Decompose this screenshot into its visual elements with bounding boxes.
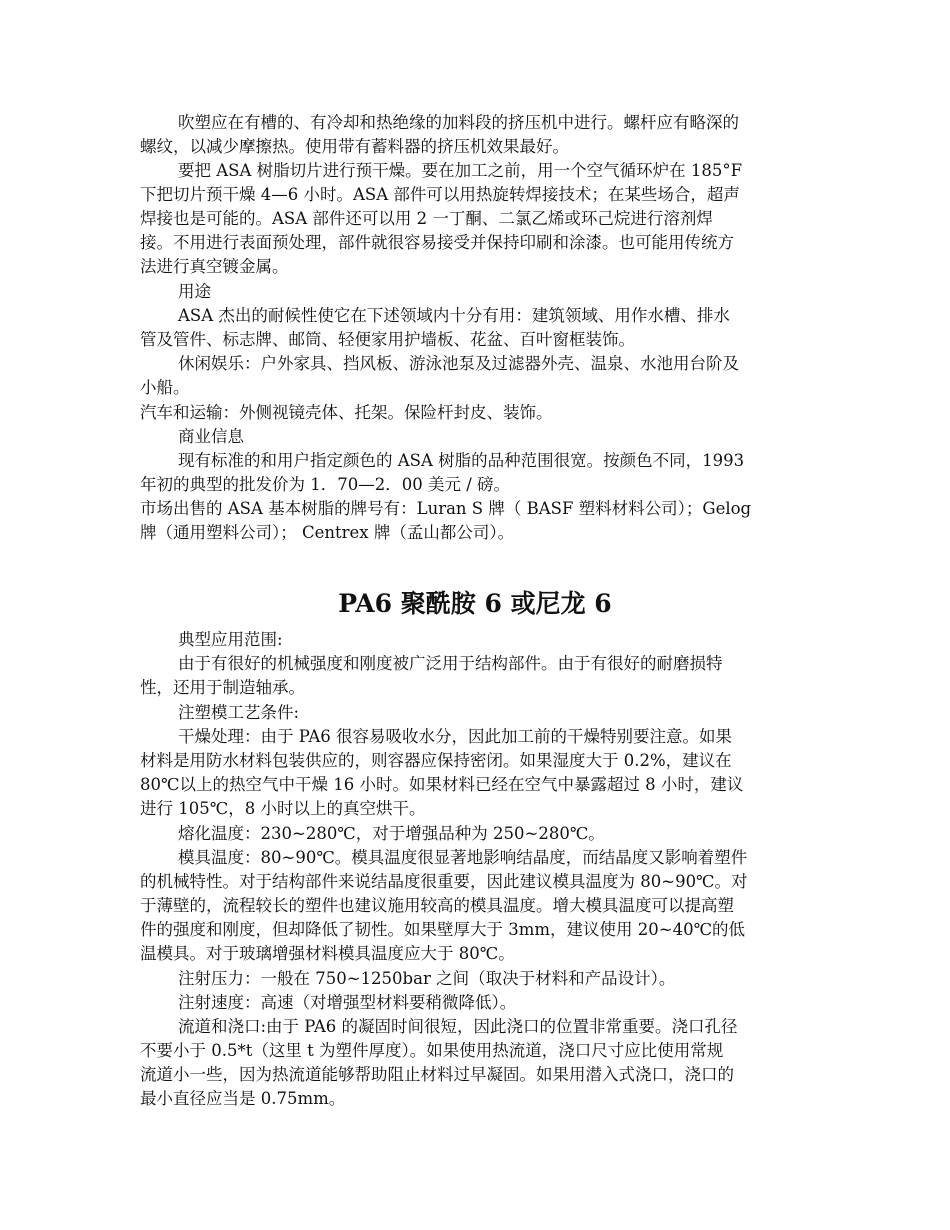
paragraph-line: 最小直径应当是 0.75mm。 — [140, 1089, 346, 1108]
paragraph-line: 不要小于 0.5*t（这里 t 为塑件厚度）。如果使用热流道，浇口尺寸应比使用常规 — [140, 1041, 724, 1060]
paragraph-line: 休闲娱乐：户外家具、挡风板、游泳池泵及过滤器外壳、温泉、水池用台阶及 — [178, 354, 739, 373]
paragraph-line: 材料是用防水材料包装供应的，则容器应保持密闭。如果湿度大于 0.2%，建议在 — [140, 751, 732, 770]
paragraph-line: 注射压力：一般在 750~1250bar 之间（取决于材料和产品设计）。 — [178, 969, 676, 988]
paragraph-line: 由于有很好的机械强度和刚度被广泛用于结构部件。由于有很好的耐磨损特 — [178, 654, 723, 673]
paragraph-line: 的机械特性。对于结构部件来说结晶度很重要，因此建议模具温度为 80~90℃。对 — [140, 872, 748, 891]
paragraph-line: 市场出售的 ASA 基本树脂的牌号有：Luran S 牌（ BASF 塑料材料公司）；Gelog — [140, 499, 752, 518]
paragraph-line: 小船。 — [140, 378, 190, 397]
paragraph-line: 件的强度和刚度，但却降低了韧性。如果壁厚大于 3mm，建议使用 20~40℃的低 — [140, 920, 746, 939]
paragraph-line: 进行 105℃，8 小时以上的真空烘干。 — [140, 799, 426, 818]
paragraph-line: 年初的典型的批发价为 1．70—2．00 美元 / 磅。 — [140, 475, 511, 494]
paragraph-line: 牌（通用塑料公司）； Centrex 牌（孟山都公司）。 — [140, 523, 515, 542]
paragraph-line: 模具温度：80~90℃。模具温度很显著地影响结晶度，而结晶度又影响着塑件 — [178, 848, 748, 867]
paragraph-line: 法进行真空镀金属。 — [140, 257, 289, 276]
paragraph-line: 干燥处理：由于 PA6 很容易吸收水分，因此加工前的干燥特别要注意。如果 — [178, 727, 732, 746]
paragraph-line: 于薄壁的，流程较长的塑件也建议施用较高的模具温度。增大模具温度可以提高塑 — [140, 896, 734, 915]
paragraph-line: 吹塑应在有槽的、有冷却和热绝缘的加料段的挤压机中进行。螺杆应有略深的 — [178, 113, 739, 132]
paragraph-line: 要把 ASA 树脂切片进行预干燥。要在加工之前，用一个空气循环炉在 185°F — [178, 161, 743, 180]
subheading-process-conditions: 注塑模工艺条件: — [178, 703, 300, 722]
paragraph-line: 流道小一些，因为热流道能够帮助阻止材料过早凝固。如果用潜入式浇口，浇口的 — [140, 1065, 734, 1084]
paragraph-line: 接。不用进行表面预处理，部件就很容易接受并保持印刷和涂漆。也可能用传统方 — [140, 233, 734, 252]
subheading-business-info: 商业信息 — [178, 427, 244, 446]
paragraph-line: 管及管件、标志牌、邮筒、轻便家用护墙板、花盆、百叶窗框装饰。 — [140, 330, 635, 349]
section-title: PA6 聚酰胺 6 或尼龙 6 — [338, 589, 612, 618]
paragraph-line: 80℃以上的热空气中干燥 16 小时。如果材料已经在空气中暴露超过 8 小时，建议 — [140, 775, 744, 794]
paragraph-line: 螺纹，以减少摩擦热。使用带有蓄料器的挤压机效果最好。 — [140, 137, 569, 156]
paragraph-line: ASA 杰出的耐候性使它在下述领域内十分有用：建筑领域、用作水槽、排水 — [178, 306, 730, 325]
paragraph-line: 汽车和运输：外侧视镜壳体、托架。保险杆封皮、装饰。 — [140, 403, 553, 422]
paragraph-line: 性，还用于制造轴承。 — [140, 678, 305, 697]
paragraph-line: 熔化温度：230~280℃，对于增强品种为 250~280℃。 — [178, 824, 605, 843]
paragraph-line: 温模具。对于玻璃增强材料模具温度应大于 80℃。 — [140, 944, 515, 963]
subheading-uses: 用途 — [178, 282, 211, 301]
paragraph-line: 现有标准的和用户指定颜色的 ASA 树脂的品种范围很宽。按颜色不同，1993 — [178, 451, 745, 470]
paragraph-line: 注射速度：高速（对增强型材料要稍微降低）。 — [178, 993, 517, 1012]
paragraph-line: 流道和浇口:由于 PA6 的凝固时间很短，因此浇口的位置非常重要。浇口孔径 — [178, 1017, 738, 1036]
paragraph-line: 焊接也是可能的。ASA 部件还可以用 2 一丁酮、二氯乙烯或环己烷进行溶剂焊 — [140, 209, 713, 228]
paragraph-line: 下把切片预干燥 4—6 小时。ASA 部件可以用热旋转焊接技术；在某些场合，超声 — [140, 185, 740, 204]
subheading-applications: 典型应用范围: — [178, 630, 283, 649]
